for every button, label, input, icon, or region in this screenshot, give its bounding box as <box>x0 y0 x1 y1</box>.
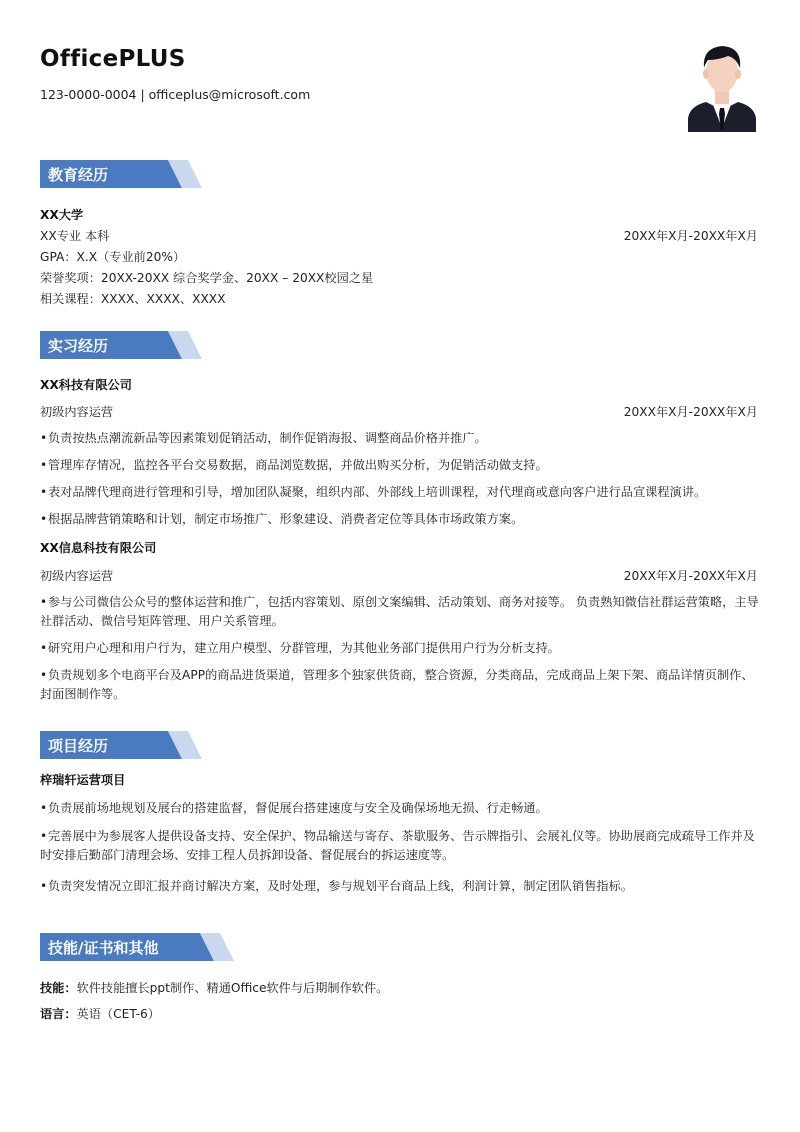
candidate-name: OfficePLUS <box>40 46 186 72</box>
skills-label: 技能： <box>40 981 77 995</box>
contact-info: 123-0000-0004 | officeplus@microsoft.com <box>40 87 311 102</box>
gpa: GPA：X.X（专业前20%） <box>40 250 186 264</box>
section-header-internship <box>40 331 210 359</box>
major-degree: XX专业 本科 <box>40 229 110 243</box>
job-role: 初级内容运营 <box>40 405 114 419</box>
list-item: •负责按热点潮流新品等因素策划促销活动，制作促销海报、调整商品价格并推广。 <box>40 431 487 445</box>
section-header-education <box>40 160 210 188</box>
language-text: 英语（CET-6） <box>76 1007 160 1021</box>
skills-line <box>40 979 388 996</box>
school-name: XX大学 <box>40 208 84 222</box>
language-line <box>40 1005 160 1022</box>
education-date: 20XX年X月-20XX年X月 <box>623 229 758 243</box>
list-item: •参与公司微信公众号的整体运营和推广，包括内容策划、原创文案编辑、活动策划、商务对接等。 负责熟知微信社群运营策略，主导社群活动、微信号矩阵管理、用户关系管理。 <box>40 595 759 628</box>
company-name: XX信息科技有限公司 <box>40 541 157 555</box>
section-header-project <box>40 731 210 759</box>
list-item: •管理库存情况，监控各平台交易数据，商品浏览数据，并做出购买分析，为促销活动做支持。 <box>40 458 548 472</box>
section-title-project: 项目经历 <box>48 737 109 755</box>
skills-text: 软件技能擅长ppt制作、精通Office软件与后期制作软件。 <box>76 981 389 995</box>
job-role: 初级内容运营 <box>40 569 114 583</box>
honors: 荣誉奖项：20XX-20XX 综合奖学金、20XX – 20XX校园之星 <box>40 271 374 285</box>
job-date: 20XX年X月-20XX年X月 <box>623 569 758 583</box>
section-title-internship: 实习经历 <box>48 337 109 355</box>
list-item: •完善展中为参展客人提供设备支持、安全保护、物品输送与寄存、茶歇服务、告示牌指引、会展礼仪等。协助展商完成疏导工作并及时安排后勤部门清理会场、安排工程人员拆卸设备、督促展台的拆运速度等。 <box>40 829 755 862</box>
job-date: 20XX年X月-20XX年X月 <box>623 405 758 419</box>
language-label: 语言： <box>40 1007 77 1021</box>
avatar-icon <box>688 40 756 132</box>
courses: 相关课程：XXXX、XXXX、XXXX <box>40 292 226 306</box>
section-header-skills <box>40 933 240 961</box>
list-item: •研究用户心理和用户行为，建立用户模型、分群管理，为其他业务部门提供用户行为分析支持。 <box>40 641 560 655</box>
list-item: •表对品牌代理商进行管理和引导，增加团队凝聚，组织内部、外部线上培训课程，对代理商或意向客户进行品宣课程演讲。 <box>40 485 707 499</box>
section-title-education: 教育经历 <box>48 166 109 184</box>
project-name: 梓瑞轩运营项目 <box>40 773 126 787</box>
list-item: •负责规划多个电商平台及APP的商品进货渠道，管理多个独家供货商，整合资源，分类商品，完成商品上架下架、商品详情页制作、封面图制作等。 <box>40 668 754 701</box>
list-item: •负责突发情况立即汇报并商讨解决方案，及时处理，参与规划平台商品上线，利润计算，制定团队销售指标。 <box>40 879 633 893</box>
list-item: •负责展前场地规划及展台的搭建监督，督促展台搭建速度与安全及确保场地无损、行走畅通。 <box>40 801 548 815</box>
section-title-skills: 技能/证书和其他 <box>48 939 159 957</box>
company-name: XX科技有限公司 <box>40 378 132 392</box>
list-item: •根据品牌营销策略和计划，制定市场推广、形象建设、消费者定位等具体市场政策方案。 <box>40 512 524 526</box>
